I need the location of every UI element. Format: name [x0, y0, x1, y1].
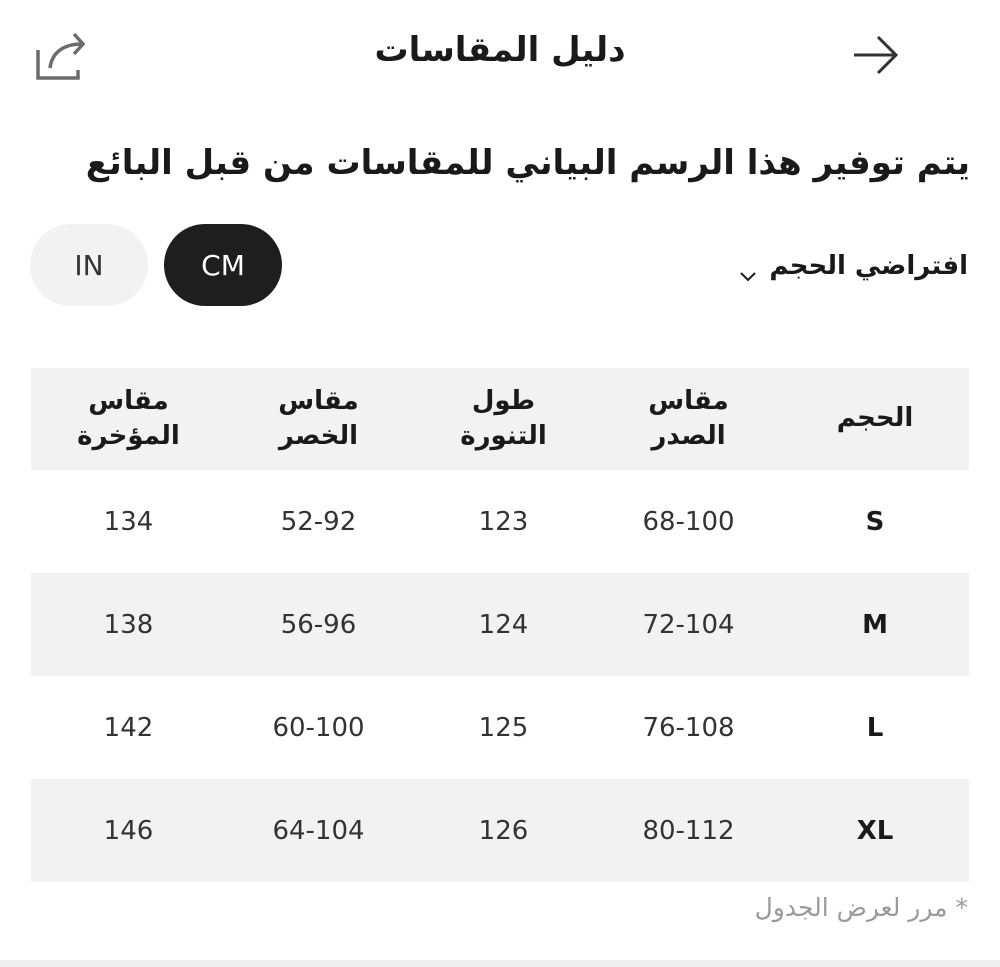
- bust-cell: 68-100: [642, 506, 735, 537]
- skirt-length-cell: 124: [478, 609, 529, 640]
- size-default-dropdown[interactable]: [739, 246, 968, 286]
- page-title: دليل المقاسات: [374, 30, 626, 70]
- waist-cell: 52-92: [280, 506, 357, 537]
- unit-cm-button[interactable]: CM: [164, 224, 282, 306]
- size-cell: L: [866, 712, 884, 743]
- table-row: [31, 779, 969, 882]
- size-chart-table: [31, 368, 969, 882]
- bust-cell: 76-108: [642, 712, 735, 743]
- table-row: [31, 676, 969, 779]
- bust-cell: 72-104: [642, 609, 735, 640]
- waist-cell: 56-96: [280, 609, 357, 640]
- header-skirt-length: طول التنورة: [460, 385, 547, 451]
- table-row: [31, 470, 969, 573]
- unit-in-button[interactable]: IN: [30, 224, 148, 306]
- waist-cell: 60-100: [272, 712, 365, 743]
- skirt-length-cell: 126: [478, 815, 529, 846]
- scroll-hint: * مرر لعرض الجدول: [754, 893, 968, 922]
- hip-cell: 134: [103, 506, 154, 537]
- chevron-down-icon: [739, 260, 757, 272]
- size-cell: XL: [856, 815, 894, 846]
- bottom-divider: [0, 960, 1000, 967]
- size-default-label: افتراضي الحجم: [769, 251, 968, 281]
- header-bust: مقاس الصدر: [648, 385, 729, 451]
- header-hip: مقاس المؤخرة: [77, 385, 180, 451]
- bust-cell: 80-112: [642, 815, 735, 846]
- waist-cell: 64-104: [272, 815, 365, 846]
- table-row: [31, 573, 969, 676]
- arrow-right-icon[interactable]: [848, 30, 904, 80]
- skirt-length-cell: 123: [478, 506, 529, 537]
- table-header-row: [31, 368, 969, 470]
- hip-cell: 142: [103, 712, 154, 743]
- hip-cell: 146: [103, 815, 154, 846]
- seller-chart-notice: يتم توفير هذا الرسم البياني للمقاسات من قبل البائع: [85, 143, 970, 183]
- size-cell: M: [862, 609, 888, 640]
- skirt-length-cell: 125: [478, 712, 529, 743]
- header-size: الحجم: [836, 403, 914, 434]
- header: [0, 0, 1000, 115]
- header-waist: مقاس الخصر: [278, 385, 359, 451]
- size-cell: S: [865, 506, 885, 537]
- hip-cell: 138: [103, 609, 154, 640]
